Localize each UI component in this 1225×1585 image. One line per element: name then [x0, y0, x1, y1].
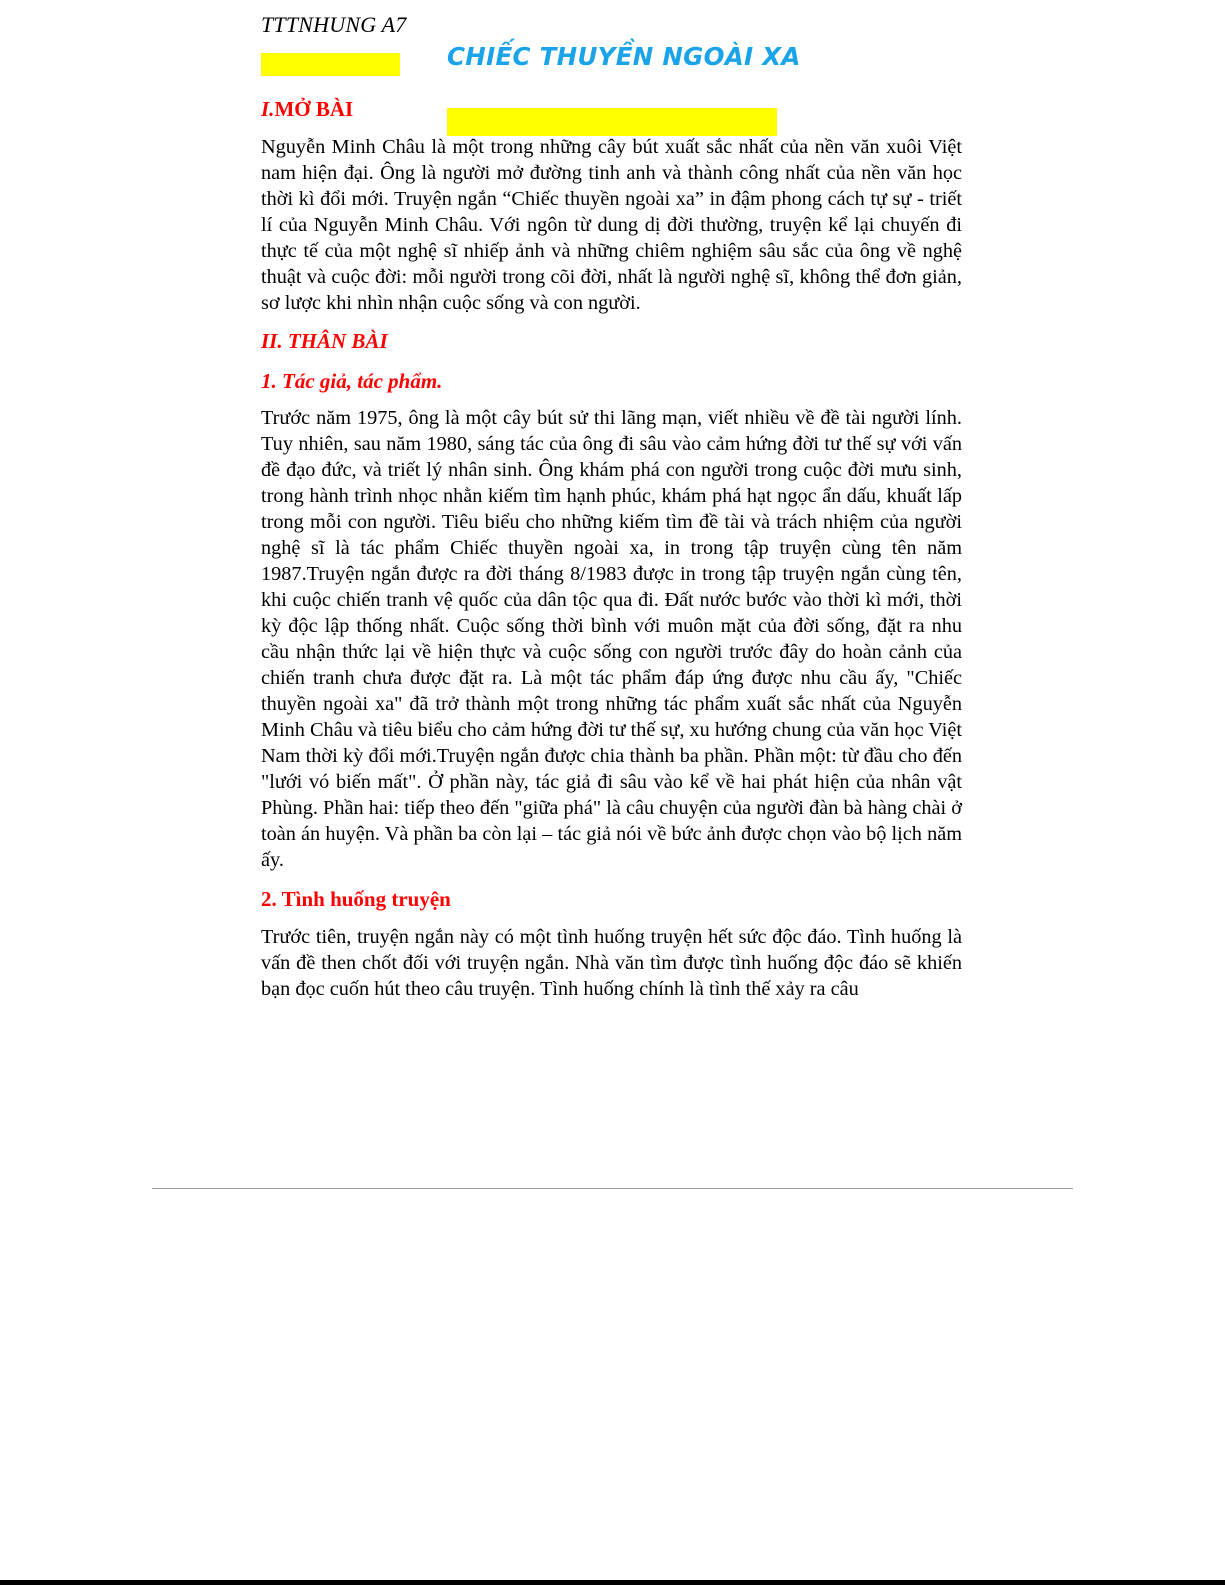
section-1-heading: 1. Tác giả, tác phẩm. [261, 369, 443, 393]
intro-paragraph: Nguyễn Minh Châu là một trong những cây bút xuất sắc nhất của nền văn xuôi Việt nam hiện đại. Ông là người mở đường tinh anh và thành công nhất của nền văn học thời kì đổi mới. Truyện ngắn “Chiếc thuyền ngoài xa” in đậm phong cách tự sự - triết lí của Nguyễn Minh Châu. Với ngôn từ dung dị đời thường, truyện kể lại chuyến đi thực tế của một nghệ sĩ nhiếp ảnh và những chiêm nghiệm sâu sắc của ông về nghệ thuật và cuộc đời: mỗi người trong cõi đời, nhất là người nghệ sĩ, không thể đơn giản, sơ lược khi nhìn nhận cuộc sống và con người. [261, 136, 962, 314]
section-2-heading: 2. Tình huống truyện [261, 887, 451, 911]
yellow-highlight-left [261, 53, 400, 76]
document-title: CHIẾC THUYỀN NGOÀI XA [447, 42, 801, 71]
section-2-paragraph: Trước tiên, truyện ngắn này có một tình huống truyện hết sức độc đáo. Tình huống là vấn đề then chốt đối với truyện ngắn. Nhà văn tìm được tình huống độc đáo sẽ khiến bạn đọc cuốn hút theo câu truyện. Tình huống chính là tình thế xảy ra câu [261, 926, 962, 1000]
intro-heading-text: MỞ BÀI [274, 97, 354, 121]
intro-heading-prefix: I. [261, 97, 275, 121]
yellow-highlight-wide [447, 108, 777, 136]
body-heading: II. THÂN BÀI [261, 329, 388, 353]
footer-divider [152, 1188, 1073, 1189]
intro-heading [261, 97, 353, 122]
header-label: TTTNHUNG A7 [261, 12, 407, 37]
section-1-paragraph: Trước năm 1975, ông là một cây bút sử thi lãng mạn, viết nhiều về đề tài người lính. Tuy nhiên, sau năm 1980, sáng tác của ông đi sâu vào cảm hứng đời tư thế sự với vấn đề đạo đức, và triết lý nhân sinh. Ông khám phá con người trong cuộc đời mưu sinh, trong hành trình nhọc nhằn kiếm tìm hạnh phúc, khám phá hạt ngọc ẩn dấu, khuất lấp trong mỗi con người. Tiêu biểu cho những kiếm tìm đề tài và trách nhiệm của người nghệ sĩ là tác phẩm Chiếc thuyền ngoài xa, in trong tập truyện cùng tên năm 1987.Truyện ngắn được ra đời tháng 8/1983 được in trong tập truyện ngắn cùng tên, khi cuộc chiến tranh vệ quốc của dân tộc qua đi. Đất nước bước vào thời kì mới, thời kỳ độc lập thống nhất. Cuộc sống thời bình với muôn mặt của đời sống, đặt ra nhu cầu nhận thức lại về hiện thực và cuộc sống con người trước đây do hoàn cảnh của chiến tranh chưa được đặt ra. Là một tác phẩm đáp ứng được nhu cầu ấy, "Chiếc thuyền ngoài xa" đã trở thành một trong những tác phẩm xuất sắc nhất của Nguyễn Minh Châu và tiêu biểu cho cảm hứng đời tư thế sự, xu hướng chung của văn học Việt Nam thời kỳ đổi mới.Truyện ngắn được chia thành ba phần. Phần một: từ đầu cho đến "lưới vó biến mất". Ở phần này, tác giả đi sâu vào kể về hai phát hiện của nhân vật Phùng. Phần hai: tiếp theo đến "giữa phá" là câu chuyện của người đàn bà hàng chài ở toàn án huyện. Và phần ba còn lại – tác giả nói về bức ảnh được chọn vào bộ lịch năm ấy. [261, 407, 962, 871]
bottom-edge-bar [0, 1580, 1225, 1585]
